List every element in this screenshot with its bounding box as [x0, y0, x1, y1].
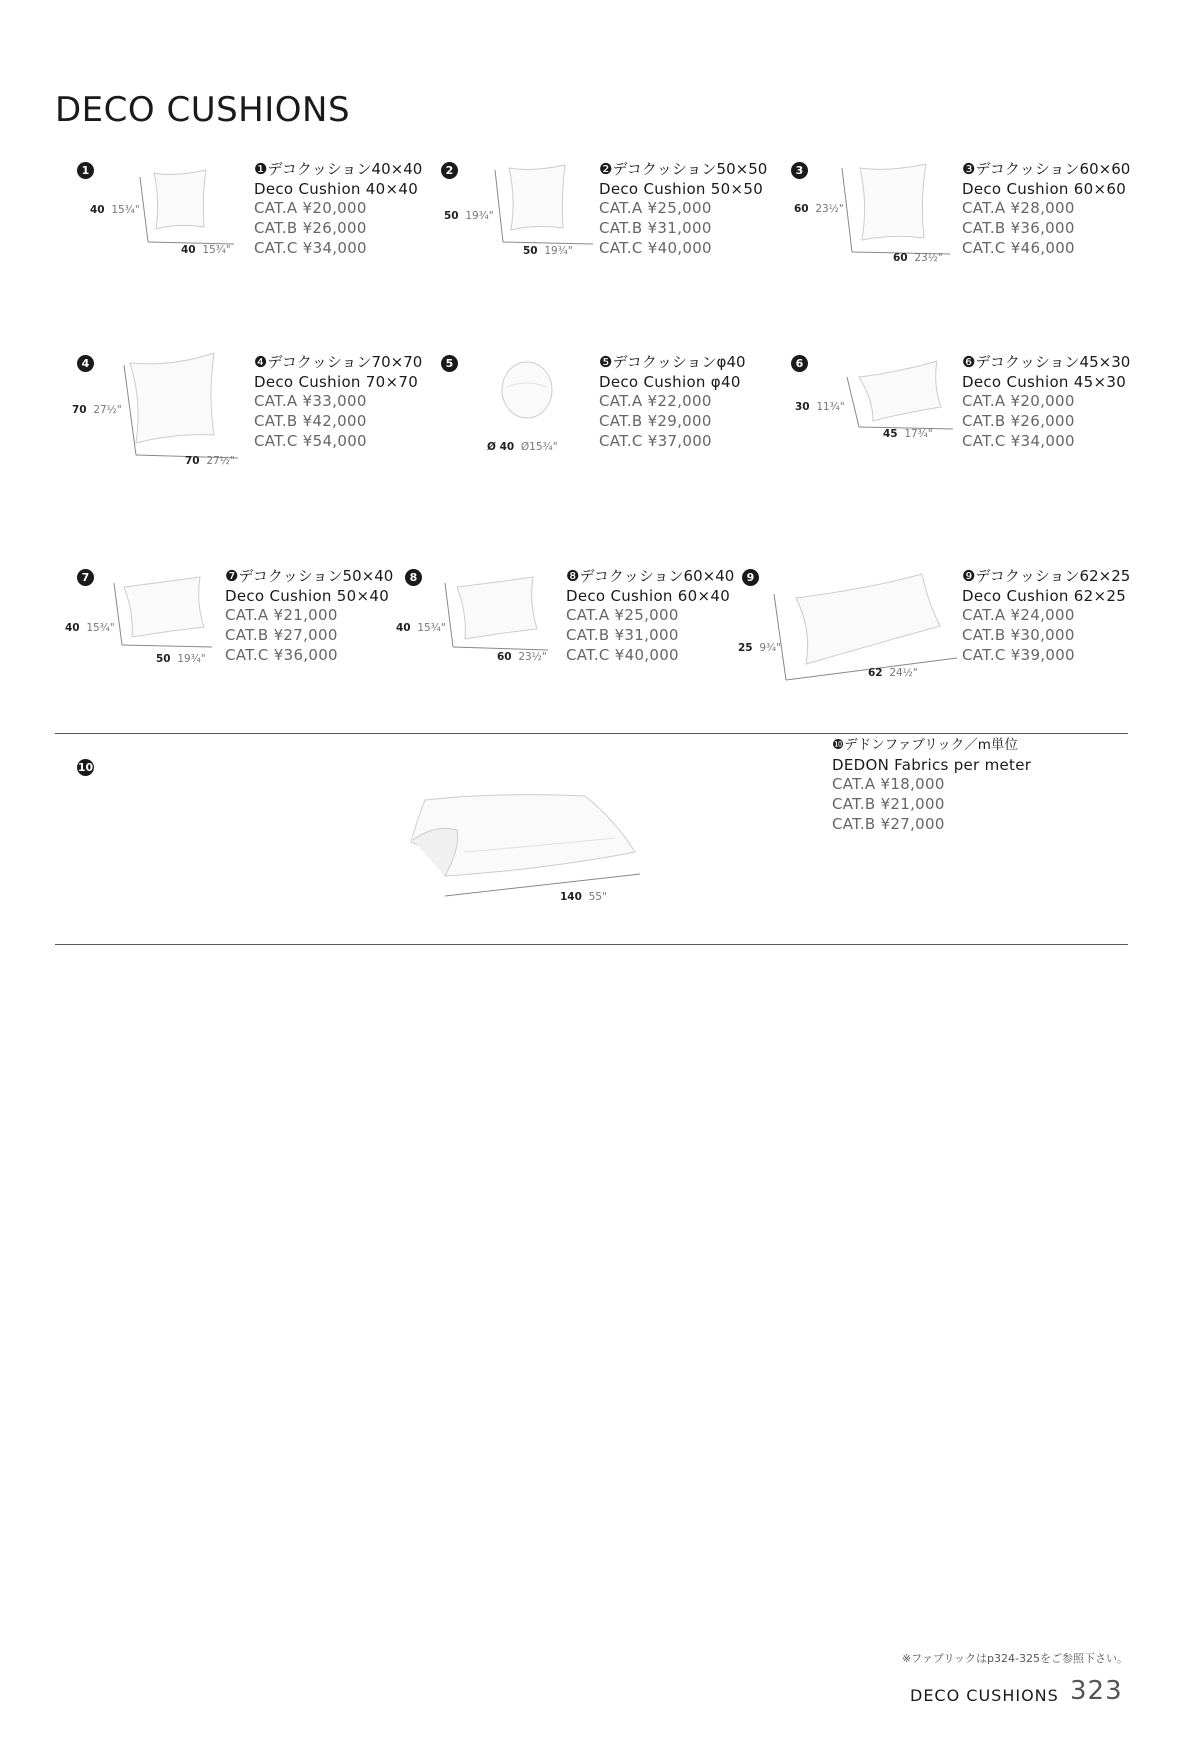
product-name-en: DEDON Fabrics per meter — [832, 755, 1032, 774]
cushion-70x70-image — [122, 345, 242, 460]
price-cat-b: CAT.B ¥31,000 — [566, 626, 679, 645]
product-name-en: Deco Cushion φ40 — [599, 372, 741, 391]
price-cat-b: CAT.B ¥36,000 — [962, 219, 1075, 238]
item-number-badge: 6 — [791, 355, 808, 372]
page-title: DECO CUSHIONS — [55, 90, 351, 130]
dimension-bottom: 62 24½" — [868, 667, 918, 679]
dimension-side: 50 19¾" — [444, 210, 494, 222]
product-name-en: Deco Cushion 60×40 — [566, 586, 731, 605]
price-cat-a: CAT.A ¥20,000 — [254, 199, 367, 218]
price-cat-c: CAT.C ¥34,000 — [254, 238, 367, 257]
price-cat-a: CAT.A ¥21,000 — [225, 606, 338, 625]
dimension-side: 40 15¾" — [90, 204, 140, 216]
cushion-50x40-image — [112, 573, 217, 658]
price-cat-b: CAT.B ¥29,000 — [599, 412, 712, 431]
product-name-jp: ❶デコクッション40×40 — [254, 160, 423, 178]
price-cat-a: CAT.A ¥20,000 — [962, 392, 1075, 411]
product-name-en: Deco Cushion 62×25 — [962, 586, 1127, 605]
dimension-side: 25 9¾" — [738, 642, 781, 654]
product-info — [962, 353, 1130, 452]
price-cat-c: CAT.C ¥39,000 — [962, 645, 1075, 664]
cushion-60x60-image — [840, 160, 955, 260]
dimension-side: 70 27½" — [72, 404, 122, 416]
price-cat-c: CAT.C ¥40,000 — [566, 645, 679, 664]
product-name-en: Deco Cushion 60×60 — [962, 179, 1127, 198]
price-cat-a: CAT.A ¥33,000 — [254, 392, 367, 411]
price-cat-c: CAT.C ¥46,000 — [962, 238, 1075, 257]
item-number-badge: 4 — [77, 355, 94, 372]
price-cat-c: CAT.C ¥37,000 — [599, 431, 712, 450]
product-name-jp: ❽デコクッション60×40 — [566, 567, 735, 585]
price-cat-b: CAT.B ¥42,000 — [254, 412, 367, 431]
product-info — [599, 353, 746, 452]
cushion-round-40-image — [495, 357, 565, 427]
price-cat-a: CAT.A ¥28,000 — [962, 199, 1075, 218]
dimension-bottom: 70 27½" — [185, 455, 235, 467]
product-name-en: Deco Cushion 40×40 — [254, 179, 419, 198]
product-info — [832, 736, 1031, 835]
price-cat-c: CAT.C ¥40,000 — [599, 238, 712, 257]
item-number-badge: 10 — [77, 761, 94, 774]
item-number-badge: 5 — [441, 355, 458, 372]
footnote: ※ファブリックはp324-325をご参照下さい。 — [901, 1652, 1128, 1665]
price-cat-a: CAT.A ¥18,000 — [832, 775, 945, 794]
cushion-60x40-image — [443, 573, 553, 663]
product-name-jp: ❸デコクッション60×60 — [962, 160, 1131, 178]
item-number-badge: 3 — [791, 162, 808, 179]
product-name-jp: ❾デコクッション62×25 — [962, 567, 1131, 585]
product-info — [254, 160, 422, 259]
product-info — [225, 567, 393, 666]
product-name-en: Deco Cushion 45×30 — [962, 372, 1127, 391]
price-cat-b-2: CAT.B ¥27,000 — [832, 814, 945, 833]
price-cat-b: CAT.B ¥21,000 — [832, 795, 945, 814]
dimension-bottom: 40 15¾" — [181, 244, 231, 256]
cushion-62x25-image — [772, 568, 962, 683]
product-info — [566, 567, 734, 666]
dimension-bottom: 140 55" — [560, 891, 607, 903]
footer-section-label: DECO CUSHIONS — [910, 1686, 1059, 1705]
product-name-jp: ❺デコクッションφ40 — [599, 353, 746, 371]
dimension-bottom: 60 23½" — [893, 252, 943, 264]
price-cat-c: CAT.C ¥36,000 — [225, 645, 338, 664]
section-divider — [55, 944, 1128, 945]
cushion-40x40-image — [138, 165, 238, 250]
page-number: 323 — [1070, 1676, 1123, 1706]
dimension-side: 40 15¾" — [396, 622, 446, 634]
dimension-side: 40 15¾" — [65, 622, 115, 634]
dimension-bottom: Ø 40 Ø15¾" — [487, 441, 558, 453]
price-cat-b: CAT.B ¥26,000 — [254, 219, 367, 238]
product-name-en: Deco Cushion 70×70 — [254, 372, 419, 391]
price-cat-a: CAT.A ¥25,000 — [566, 606, 679, 625]
item-number-badge: 7 — [77, 569, 94, 586]
section-divider — [55, 733, 1128, 734]
product-name-jp: ❹デコクッション70×70 — [254, 353, 423, 371]
dimension-bottom: 60 23½" — [497, 651, 547, 663]
product-name-en: Deco Cushion 50×40 — [225, 586, 390, 605]
product-name-jp: ❿デドンファブリック／m単位 — [832, 737, 1018, 753]
dimension-bottom: 45 17¾" — [883, 428, 933, 440]
item-number-badge: 9 — [742, 569, 759, 586]
fabric-swatch-image — [405, 790, 645, 905]
product-name-jp: ❼デコクッション50×40 — [225, 567, 394, 585]
item-number-badge: 8 — [405, 569, 422, 586]
price-cat-b: CAT.B ¥31,000 — [599, 219, 712, 238]
product-info — [962, 160, 1130, 259]
product-name-jp: ❻デコクッション45×30 — [962, 353, 1131, 371]
dimension-side: 60 23½" — [794, 203, 844, 215]
product-info — [962, 567, 1130, 666]
price-cat-a: CAT.A ¥22,000 — [599, 392, 712, 411]
price-cat-c: CAT.C ¥34,000 — [962, 431, 1075, 450]
price-cat-a: CAT.A ¥24,000 — [962, 606, 1075, 625]
product-name-jp: ❷デコクッション50×50 — [599, 160, 768, 178]
price-cat-c: CAT.C ¥54,000 — [254, 431, 367, 450]
dimension-side: 30 11¾" — [795, 401, 845, 413]
price-cat-b: CAT.B ¥27,000 — [225, 626, 338, 645]
cushion-50x50-image — [493, 160, 598, 250]
item-number-badge: 1 — [77, 162, 94, 179]
price-cat-b: CAT.B ¥26,000 — [962, 412, 1075, 431]
dimension-bottom: 50 19¾" — [523, 245, 573, 257]
product-info — [254, 353, 422, 452]
dimension-bottom: 50 19¾" — [156, 653, 206, 665]
price-cat-a: CAT.A ¥25,000 — [599, 199, 712, 218]
item-number-badge: 2 — [441, 162, 458, 179]
product-name-en: Deco Cushion 50×50 — [599, 179, 764, 198]
product-info — [599, 160, 767, 259]
price-cat-b: CAT.B ¥30,000 — [962, 626, 1075, 645]
